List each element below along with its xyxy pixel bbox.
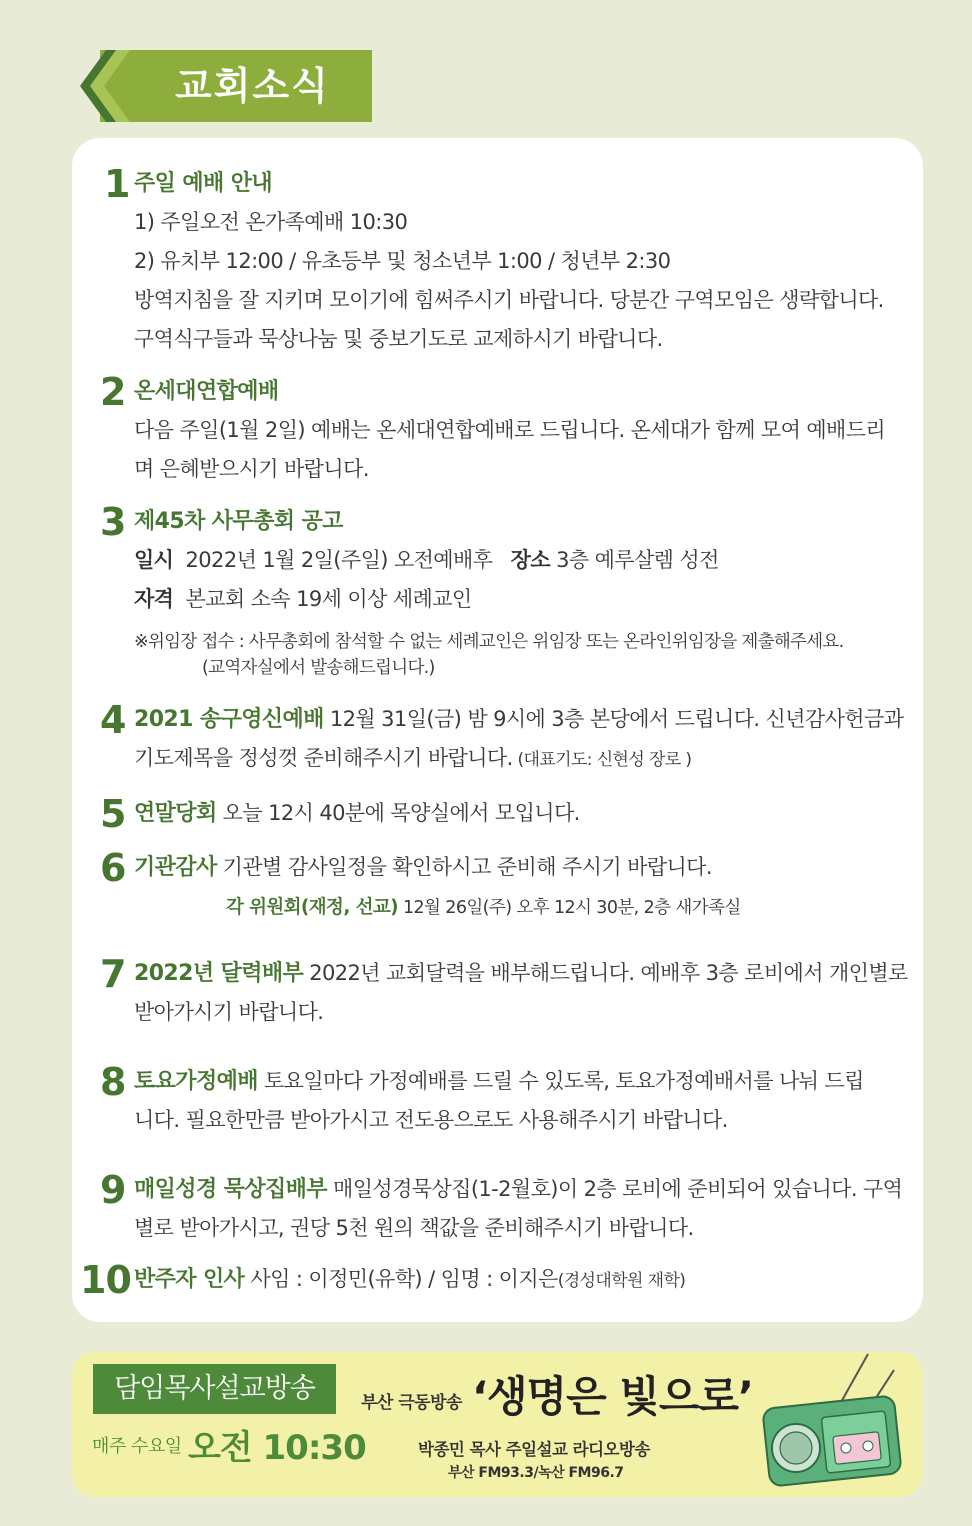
item-line: 2) 유치부 12:00 / 유초등부 및 청소년부 1:00 / 청년부 2:30 [134,249,671,273]
qualification-label: 자격 [134,587,174,611]
item-text-small: (경성대학원 재학) [557,1271,686,1291]
item-number: 10 [80,1258,131,1302]
program-frequency: 부산 FM93.3/녹산 FM96.7 [448,1465,624,1481]
item-title: 연말당회 [134,801,217,826]
item-number: 9 [100,1168,126,1212]
place-label: 장소 [510,548,550,572]
broadcast-station: 부산 극동방송 [361,1393,462,1413]
broadcast-weekday: 매주 수요일 [92,1436,182,1457]
item-number: 1 [104,162,130,206]
item-text: 니다. 필요한만큼 받아가시고 전도용으로도 사용해주시기 바랍니다. [134,1108,728,1132]
committee-label: 각 위원회(재정, 선교) [226,897,398,918]
proxy-note: ※위임장 접수 : 사무총회에 참석할 수 없는 세례교인은 위임장 또는 온라인위임장을 제출해주세요. [134,632,844,652]
item-title: 주일 예배 안내 [134,171,273,196]
prayer-leader: (대표기도: 신현성 장로 ) [512,750,692,770]
item-title: 매일성경 묵상집배부 [134,1177,327,1202]
item-text: 토요일마다 가정예배를 드릴 수 있도록, 토요가정예배서를 나눠 드립 [257,1069,864,1093]
broadcast-panel [72,1352,923,1497]
qualification-value: 본교회 소속 19세 이상 세례교인 [185,587,472,611]
item-text: 별로 받아가시고, 권당 5천 원의 책값을 준비해주시기 바랍니다. [134,1216,694,1240]
item-number: 6 [100,846,126,890]
item-text: 오늘 12시 40분에 목양실에서 모입니다. [216,801,580,825]
item-text: 기도제목을 정성껏 준비해주시기 바랍니다. [134,746,513,770]
program-title: ‘생명은 빛으로’ [472,1372,753,1421]
item-text: 받아가시기 바랍니다. [134,1000,324,1024]
section-header [80,50,372,122]
date-label: 일시 [134,548,174,572]
item-text: 매일성경묵상집(1-2월호)이 2층 로비에 준비되어 있습니다. 구역 [326,1177,903,1201]
committee-schedule: 12월 26일(주) 오후 12시 30분, 2층 새가족실 [398,898,741,918]
item-text: 기관별 감사일정을 확인하시고 준비해 주시기 바랍니다. [216,855,712,879]
item-number: 7 [100,952,126,996]
item-title: 기관감사 [134,855,217,880]
item-line: 다음 주일(1월 2일) 예배는 온세대연합예배로 드립니다. 온세대가 함께 모여 예배드리 [134,418,886,442]
page-title: 교회소식 [175,64,330,108]
item-title: 온세대연합예배 [134,379,279,404]
broadcast-time: 오전 10:30 [188,1428,366,1468]
item-line: 방역지침을 잘 지키며 모이기에 힘써주시기 바랍니다. 당분간 구역모임은 생략합니다. [134,288,884,312]
item-text: 사임 : 이정민(유학) / 임명 : 이지은 [244,1267,558,1291]
radio-icon [758,1352,908,1492]
item-number: 8 [100,1060,126,1104]
item-number: 3 [100,500,126,544]
item-text: 2022년 교회달력을 배부해드립니다. 예배후 3층 로비에서 개인별로 [303,961,908,985]
item-line: 며 은혜받으시기 바랍니다. [134,457,369,481]
item-number: 2 [100,370,126,414]
item-title: 토요가정예배 [134,1069,258,1094]
item-text: 12월 31일(금) 밤 9시에 3층 본당에서 드립니다. 신년감사헌금과 [323,707,904,731]
item-title: 2022년 달력배부 [134,961,304,986]
item-number: 4 [100,698,126,742]
date-value: 2022년 1월 2일(주일) 오전예배후 [185,548,493,572]
program-description: 박종민 목사 주일설교 라디오방송 [418,1440,650,1459]
item-title: 2021 송구영신예배 [134,707,324,732]
news-card [72,138,923,1322]
broadcast-label: 담임목사설교방송 [93,1364,336,1414]
place-value: 3층 예루살렘 성전 [556,548,719,572]
item-title: 제45차 사무총회 공고 [134,509,343,534]
item-line: 1) 주일오전 온가족예배 10:30 [134,210,408,234]
item-line: 구역식구들과 묵상나눔 및 중보기도로 교제하시기 바랍니다. [134,327,663,351]
item-number: 5 [100,792,126,836]
item-title: 반주자 인사 [134,1267,245,1292]
proxy-note-sub: (교역자실에서 발송해드립니다.) [202,658,435,678]
